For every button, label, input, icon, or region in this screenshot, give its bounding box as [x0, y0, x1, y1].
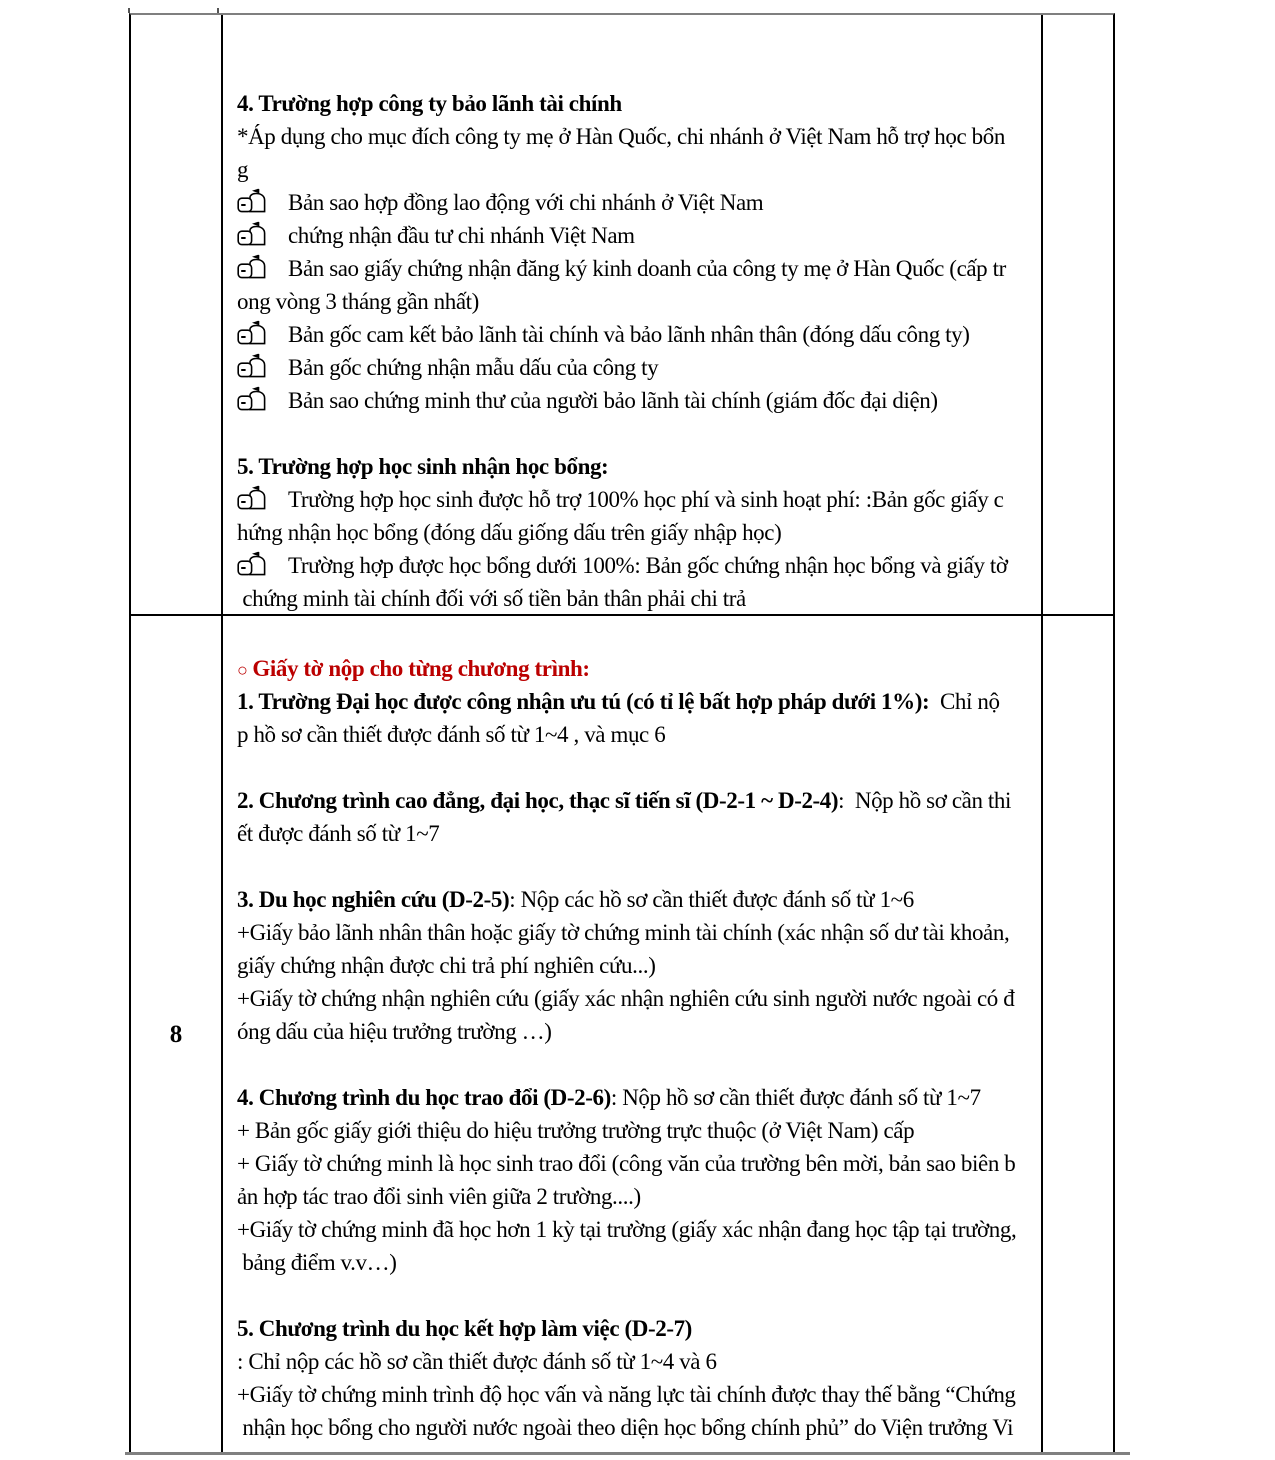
text-segment: chứng nhận đầu tư chi nhánh Việt Nam: [288, 223, 635, 248]
document-line: [237, 784, 1037, 817]
document-line: [237, 1048, 1037, 1081]
document-line: [237, 949, 1037, 982]
text-segment: ản hợp tác trao đổi sinh viên giữa 2 trường....): [237, 1184, 641, 1209]
text-segment: ết được đánh số từ 1~7: [237, 821, 440, 846]
document-line: [237, 685, 1037, 718]
document-line: [237, 285, 1037, 318]
text-segment: Giấy tờ nộp cho từng chương trình:: [252, 656, 590, 681]
mailbox-icon: [237, 221, 267, 247]
document-line: [237, 1279, 1037, 1312]
text-segment: ○: [237, 660, 253, 680]
content-cell: [223, 15, 1043, 614]
document-line: [237, 982, 1037, 1015]
text-segment: g: [237, 157, 249, 182]
text-segment: Trường hợp được học bổng dưới 100%: Bản gốc chứng nhận học bổng và giấy tờ: [288, 553, 1008, 578]
text-segment: 3. Du học nghiên cứu (D-2-5): [237, 887, 510, 912]
document-line: [237, 417, 1037, 450]
mailbox-icon: [237, 551, 267, 577]
mailbox-icon: [237, 485, 267, 511]
row-number-cell: [131, 15, 223, 614]
document-line: [237, 1081, 1037, 1114]
text-segment: +Giấy tờ chứng nhận nghiên cứu (giấy xác nhận nghiên cứu sinh người nước ngoài có đ: [237, 986, 1015, 1011]
document-line: [237, 1114, 1037, 1147]
bullet-line: [237, 549, 1037, 582]
bullet-line: [237, 252, 1037, 285]
text-segment: 5. Trường hợp học sinh nhận học bổng:: [237, 454, 609, 479]
text-segment: hứng nhận học bổng (đóng dấu giống dấu trên giấy nhập học): [237, 520, 782, 545]
text-segment: chứng minh tài chính đối với số tiền bản thân phải chi trả: [237, 586, 746, 611]
bullet-line: [237, 384, 1037, 417]
text-segment: : Nộp hồ sơ cần thi: [838, 788, 1011, 813]
content-cell: [223, 616, 1043, 1454]
text-segment: 2. Chương trình cao đẳng, đại học, thạc sĩ tiến sĩ (D-2-1 ~ D-2-4): [237, 788, 839, 813]
document-line: [237, 1180, 1037, 1213]
text-segment: Chỉ nộ: [929, 689, 1000, 714]
document-line: [237, 1147, 1037, 1180]
requirements-table: [129, 13, 1115, 1454]
table-row: [131, 616, 1113, 1454]
text-segment: nhận học bổng cho người nước ngoài theo diện học bổng chính phủ” do Viện trưởng Vi: [237, 1415, 1014, 1440]
bullet-line: [237, 318, 1037, 351]
document-line: [237, 450, 1037, 483]
mailbox-icon: [237, 254, 267, 280]
text-segment: 4. Trường hợp công ty bảo lãnh tài chính: [237, 91, 622, 116]
row-number-cell: 8: [131, 616, 223, 1454]
text-segment: Bản sao hợp đồng lao động với chi nhánh ở Việt Nam: [288, 190, 764, 215]
empty-side-cell: [1043, 15, 1113, 614]
text-segment: giấy chứng nhận được chi trả phí nghiên cứu...): [237, 953, 656, 978]
document-line: [237, 751, 1037, 784]
document-line: [237, 153, 1037, 186]
mailbox-icon: [237, 320, 267, 346]
document-line: [237, 1246, 1037, 1279]
text-segment: 1. Trường Đại học được công nhận ưu tú (có tỉ lệ bất hợp pháp dưới 1%):: [237, 689, 930, 714]
bullet-line: [237, 219, 1037, 252]
text-segment: Bản gốc cam kết bảo lãnh tài chính và bảo lãnh nhân thân (đóng dấu công ty): [288, 322, 970, 347]
table-row: [131, 15, 1113, 616]
document-line: [237, 652, 1037, 685]
text-segment: *Áp dụng cho mục đích công ty mẹ ở Hàn Quốc, chi nhánh ở Việt Nam hỗ trợ học bổn: [237, 124, 1005, 149]
document-line: [237, 916, 1037, 949]
mailbox-icon: [237, 386, 267, 412]
page-break-line: [125, 1452, 1130, 1455]
document-line: [237, 1213, 1037, 1246]
text-segment: : Nộp các hồ sơ cần thiết được đánh số từ 1~6: [509, 887, 914, 912]
document-line: [237, 1312, 1037, 1345]
bullet-line: [237, 351, 1037, 384]
document-line: [237, 883, 1037, 916]
text-segment: Bản sao giấy chứng nhận đăng ký kinh doanh của công ty mẹ ở Hàn Quốc (cấp tr: [288, 256, 1006, 281]
mailbox-icon: [237, 353, 267, 379]
text-segment: óng dấu của hiệu trưởng trường …): [237, 1019, 552, 1044]
document-line: [237, 582, 1037, 614]
text-segment: Bản sao chứng minh thư của người bảo lãnh tài chính (giám đốc đại diện): [288, 388, 938, 413]
document-line: [237, 1411, 1037, 1444]
text-segment: bảng điểm v.v…): [237, 1250, 397, 1275]
bullet-line: [237, 483, 1037, 516]
text-segment: +Giấy tờ chứng minh đã học hơn 1 kỳ tại trường (giấy xác nhận đang học tập tại trường,: [237, 1217, 1017, 1242]
text-segment: 5. Chương trình du học kết hợp làm việc (D-2-7): [237, 1316, 692, 1341]
document-line: [237, 1378, 1037, 1411]
document-line: [237, 87, 1037, 120]
text-segment: Trường hợp học sinh được hỗ trợ 100% học phí và sinh hoạt phí: :Bản gốc giấy c: [288, 487, 1004, 512]
document-line: [237, 718, 1037, 751]
text-segment: Bản gốc chứng nhận mẫu dấu của công ty: [288, 355, 659, 380]
document-line: [237, 1015, 1037, 1048]
text-segment: p hồ sơ cần thiết được đánh số từ 1~4 , và mục 6: [237, 722, 666, 747]
empty-side-cell: [1043, 616, 1113, 1454]
text-segment: : Nộp hồ sơ cần thiết được đánh số từ 1~7: [610, 1085, 981, 1110]
text-segment: + Giấy tờ chứng minh là học sinh trao đổi (công văn của trường bên mời, bản sao biên b: [237, 1151, 1016, 1176]
document-line: [237, 817, 1037, 850]
document-line: [237, 850, 1037, 883]
text-segment: ong vòng 3 tháng gần nhất): [237, 289, 479, 314]
bullet-line: [237, 186, 1037, 219]
text-segment: + Bản gốc giấy giới thiệu do hiệu trưởng trường trực thuộc (ở Việt Nam) cấp: [237, 1118, 915, 1143]
document-line: [237, 120, 1037, 153]
text-segment: +Giấy tờ chứng minh trình độ học vấn và năng lực tài chính được thay thế bằng “Chứng: [237, 1382, 1016, 1407]
mailbox-icon: [237, 188, 267, 214]
document-line: [237, 516, 1037, 549]
text-segment: : Chỉ nộp các hồ sơ cần thiết được đánh số từ 1~4 và 6: [237, 1349, 717, 1374]
text-segment: 4. Chương trình du học trao đổi (D-2-6): [237, 1085, 611, 1110]
text-segment: +Giấy bảo lãnh nhân thân hoặc giấy tờ chứng minh tài chính (xác nhận số dư tài khoản,: [237, 920, 1010, 945]
document-line: [237, 1345, 1037, 1378]
